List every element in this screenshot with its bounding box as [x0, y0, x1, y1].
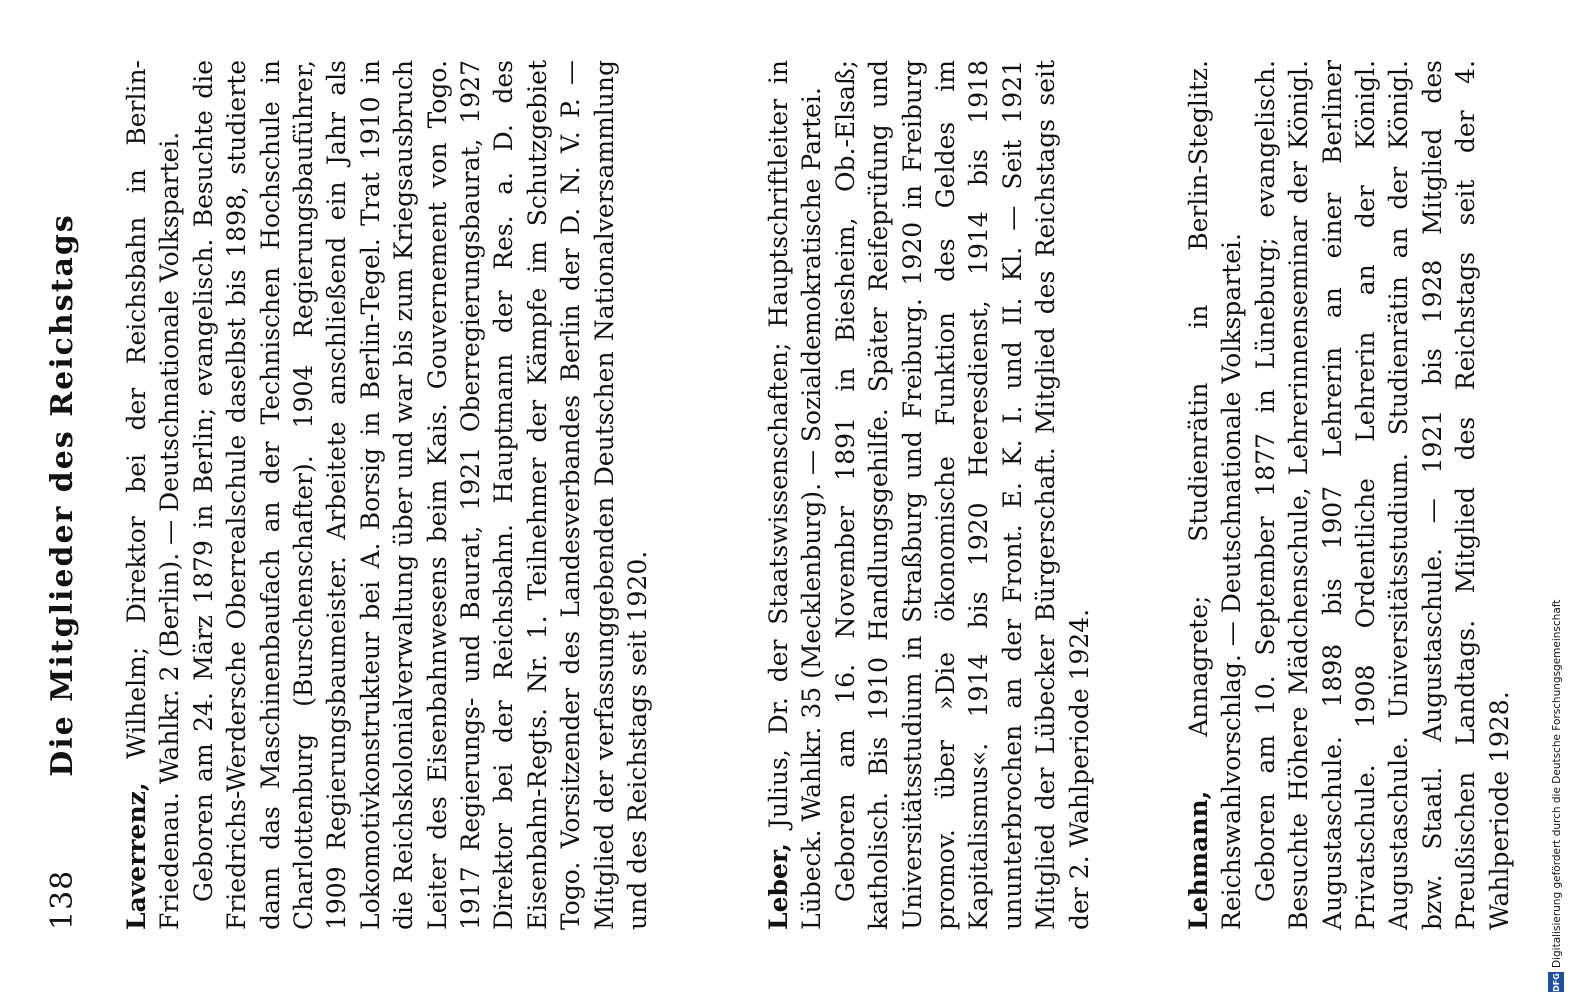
- entry-heading: [1182, 60, 1249, 930]
- biography-entry-lehmann: [1182, 60, 1516, 930]
- page-number: 138: [45, 869, 80, 930]
- entry-body: Geboren am 24. März 1879 in Berlin; evangelisch. Besuchte die Friedrichs-Werdersche Oberrealschule daselbst bis 1898, studierte dann das Maschinenbaufach an der Technischen Hochschule in Charlottenburg (Burschenschafter). 1904 Regierungsbauführer, 1909 Regierungsbaumeister. Arbeitete anschließend ein Jahr als Lokomotivkonstrukteur bei A. Borsig in Berlin-Tegel. Trat 1910 in die Reichskolonialverwaltung über und war bis zum Kriegsausbruch Leiter des Eisenbahnwesens beim Kais. Gouvernement von Togo. 1917 Regierungs- und Baurat, 1921 Oberregierungsbaurat, 1927 Direktor bei der Reichsbahn. Hauptmann der Res. a. D. des Eisenbahn-Regts. Nr. 1. Teilnehmer der Kämpfe im Schutzgebiet Togo. Vorsitzender des Landesverbandes Berlin der D. N. V. P. — Mitglied der verfassunggebenden Deutschen Nationalversammlung und des Reichstags seit 1920.: [188, 60, 653, 930]
- entry-heading: [762, 60, 829, 930]
- entry-heading-text: Julius, Dr. der Staatswissenschaften; Hauptschriftleiter in Lübeck. Wahlkr. 35 (Mecklenburg). — Sozialdemokratische Partei.: [764, 60, 827, 930]
- entry-body: Geboren am 10. September 1877 in Lüneburg; evangelisch. Besuchte Höhere Mädchenschule, Lehrerinnenseminar der Königl. Augustaschule. 1898 bis 1907 Lehrerin an einer Berliner Privatschule. 1908 Ordentliche Lehrerin an der Königl. Augustaschule. Universitätsstudium. Studienrätin an der Königl. bzw. Staatl. Augustaschule. — 1921 bis 1928 Mitglied des Preußischen Landtags. Mitglied des Reichstags seit der 4. Wahlperiode 1928.: [1250, 60, 1514, 930]
- entry-name: Laverrenz,: [122, 782, 151, 930]
- entry-heading: [120, 60, 187, 930]
- entry-heading-text: Annagrete; Studienrätin in Berlin-Steglitz. Reichswahlvorschlag. — Deutschnationale Volkspartei.: [1184, 59, 1247, 930]
- page-header: [45, 60, 85, 930]
- dfg-logo: [1548, 972, 1564, 992]
- entry-name: Leber,: [764, 843, 793, 930]
- biography-entry-laverrenz: [120, 60, 655, 930]
- digitization-note: [1548, 8, 1566, 992]
- digitization-note-text: Digitalisierung gefördert durch die Deutsche Forschungsgemeinschaft: [1551, 599, 1563, 968]
- entry-heading-text: Wilhelm; Direktor bei der Reichsbahn in Berlin-Friedenau. Wahlkr. 2 (Berlin). — Deutschnationale Volkspartei.: [122, 60, 185, 930]
- biography-entry-leber: [762, 60, 1096, 930]
- entry-body: Geboren am 16. November 1891 in Biesheim, Ob.-Elsaß; katholisch. Bis 1910 Handlungsgehilfe. Später Reifeprüfung und Universitätsstudium in Straßburg und Freiburg. 1920 in Freiburg promov. über »Die ökonomische Funktion des Geldes im Kapitalismus«. 1914 bis 1920 Heeresdienst, 1914 bis 1918 ununterbrochen an der Front. E. K. I. und II. Kl. — Seit 1921 Mitglied der Lübecker Bürgerschaft. Mitglied des Reichstags seit der 2. Wahlperiode 1924.: [830, 60, 1094, 930]
- running-title: Die Mitglieder des Reichstags: [45, 213, 80, 777]
- dfg-logo-text: DFG: [1551, 972, 1561, 992]
- entry-name: Lehmann,: [1184, 790, 1213, 930]
